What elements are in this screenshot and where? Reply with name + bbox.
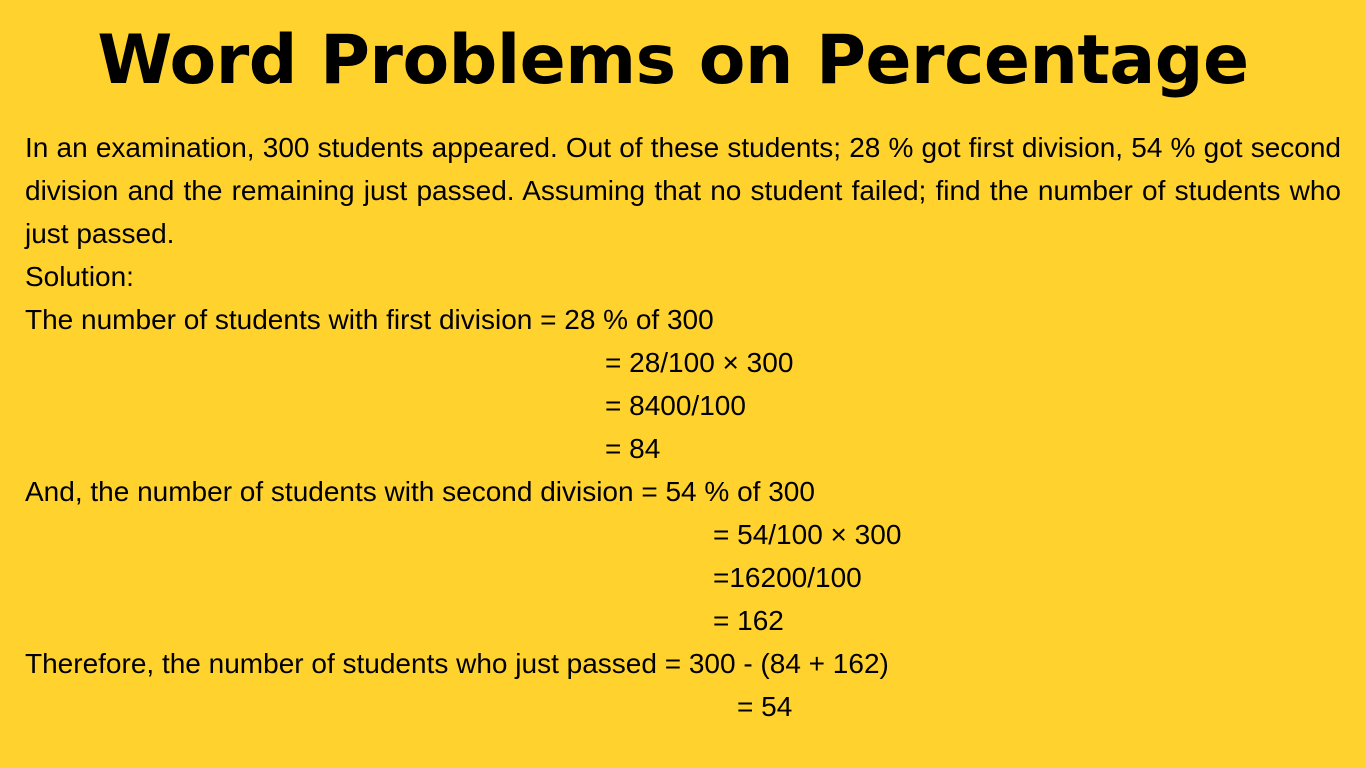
just-passed-step: = 54 — [737, 691, 793, 722]
first-division-lead: The number of students with first division = 28 % of 300 — [25, 304, 714, 335]
just-passed-lead: Therefore, the number of students who just passed = 300 - (84 + 162) — [25, 648, 889, 679]
second-division-step: = 54/100 × 300 — [713, 519, 902, 550]
page-title: Word Problems on Percentage — [97, 21, 1249, 100]
first-division-step: = 8400/100 — [605, 390, 746, 421]
problem-statement: In an examination, 300 students appeared. Out of these students; 28 % got first division, 54 % got second division and the remaining just passed. Assuming that no student failed; find the number of students who just passed. — [25, 132, 1341, 249]
second-division-step: =16200/100 — [713, 562, 862, 593]
first-division-step: = 28/100 × 300 — [605, 347, 794, 378]
second-division-step: = 162 — [713, 605, 784, 636]
second-division-lead: And, the number of students with second division = 54 % of 300 — [25, 476, 815, 507]
solution-label: Solution: — [25, 261, 134, 292]
first-division-step: = 84 — [605, 433, 661, 464]
